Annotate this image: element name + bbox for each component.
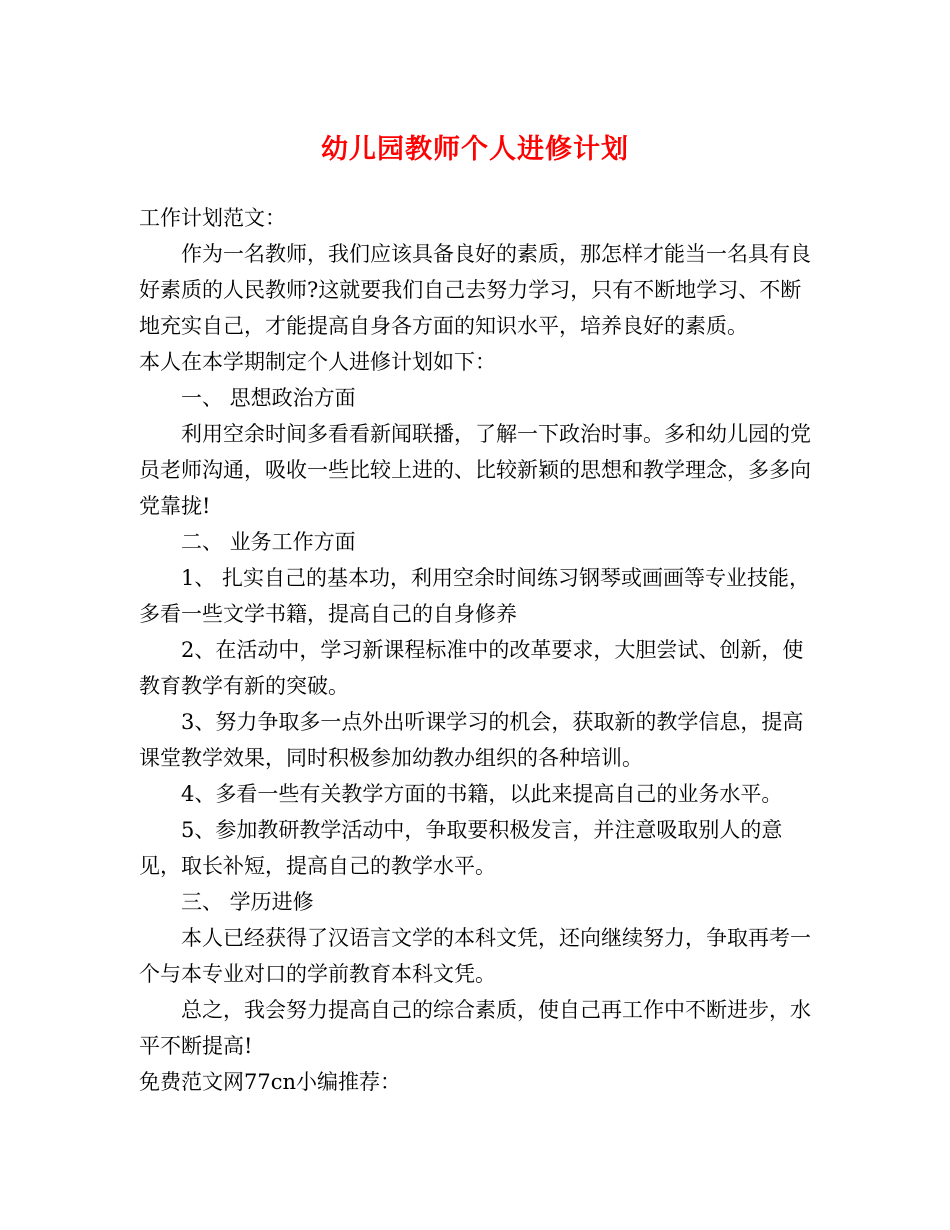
list-item-work-1: 1、 扎实自己的基本功，利用空余时间练习钢琴或画画等专业技能，多看一些文学书籍，提高自己的自身修养 bbox=[139, 566, 811, 626]
document-title: 幼儿园教师个人进修计划 bbox=[321, 134, 629, 165]
intro-label: 工作计划范文： bbox=[139, 206, 286, 230]
list-item-work-5: 5、参加教研教学活动中，争取要积极发言，并注意吸取别人的意见，取长补短，提高自己的教学水平。 bbox=[139, 818, 783, 878]
footer-recommendation: 免费范文网77cn小编推荐： bbox=[139, 1070, 402, 1094]
paragraph-education: 本人已经获得了汉语言文学的本科文凭，还向继续努力，争取再考一个与本专业对口的学前教育本科文凭。 bbox=[139, 926, 811, 986]
document-body bbox=[139, 200, 819, 1100]
list-item-work-4: 4、多看一些有关教学方面的书籍，以此来提高自己的业务水平。 bbox=[181, 782, 783, 806]
list-item-work-2: 2、在活动中，学习新课程标准中的改革要求，大胆尝试、创新，使教育教学有新的突破。 bbox=[139, 638, 804, 698]
paragraph-plan-lead: 本人在本学期制定个人进修计划如下： bbox=[139, 350, 496, 374]
section-heading-political: 一、 思想政治方面 bbox=[181, 386, 356, 410]
paragraph-political: 利用空余时间多看看新闻联播，了解一下政治时事。多和幼儿园的党员老师沟通，吸收一些比较上进的、比较新颖的思想和教学理念，多多向党靠拢! bbox=[139, 422, 811, 518]
section-heading-work: 二、 业务工作方面 bbox=[181, 530, 356, 554]
paragraph-conclusion: 总之，我会努力提高自己的综合素质，使自己再工作中不断进步，水平不断提高! bbox=[139, 998, 811, 1058]
paragraph-intro: 作为一名教师，我们应该具备良好的素质，那怎样才能当一名具有良好素质的人民教师?这就要我们自己去努力学习，只有不断地学习、不断地充实自己，才能提高自身各方面的知识水平，培养良好的素质。 bbox=[139, 242, 811, 338]
section-heading-education: 三、 学历进修 bbox=[181, 890, 314, 914]
list-item-work-3: 3、努力争取多一点外出听课学习的机会，获取新的教学信息，提高课堂教学效果，同时积极参加幼教办组织的各种培训。 bbox=[139, 710, 804, 770]
